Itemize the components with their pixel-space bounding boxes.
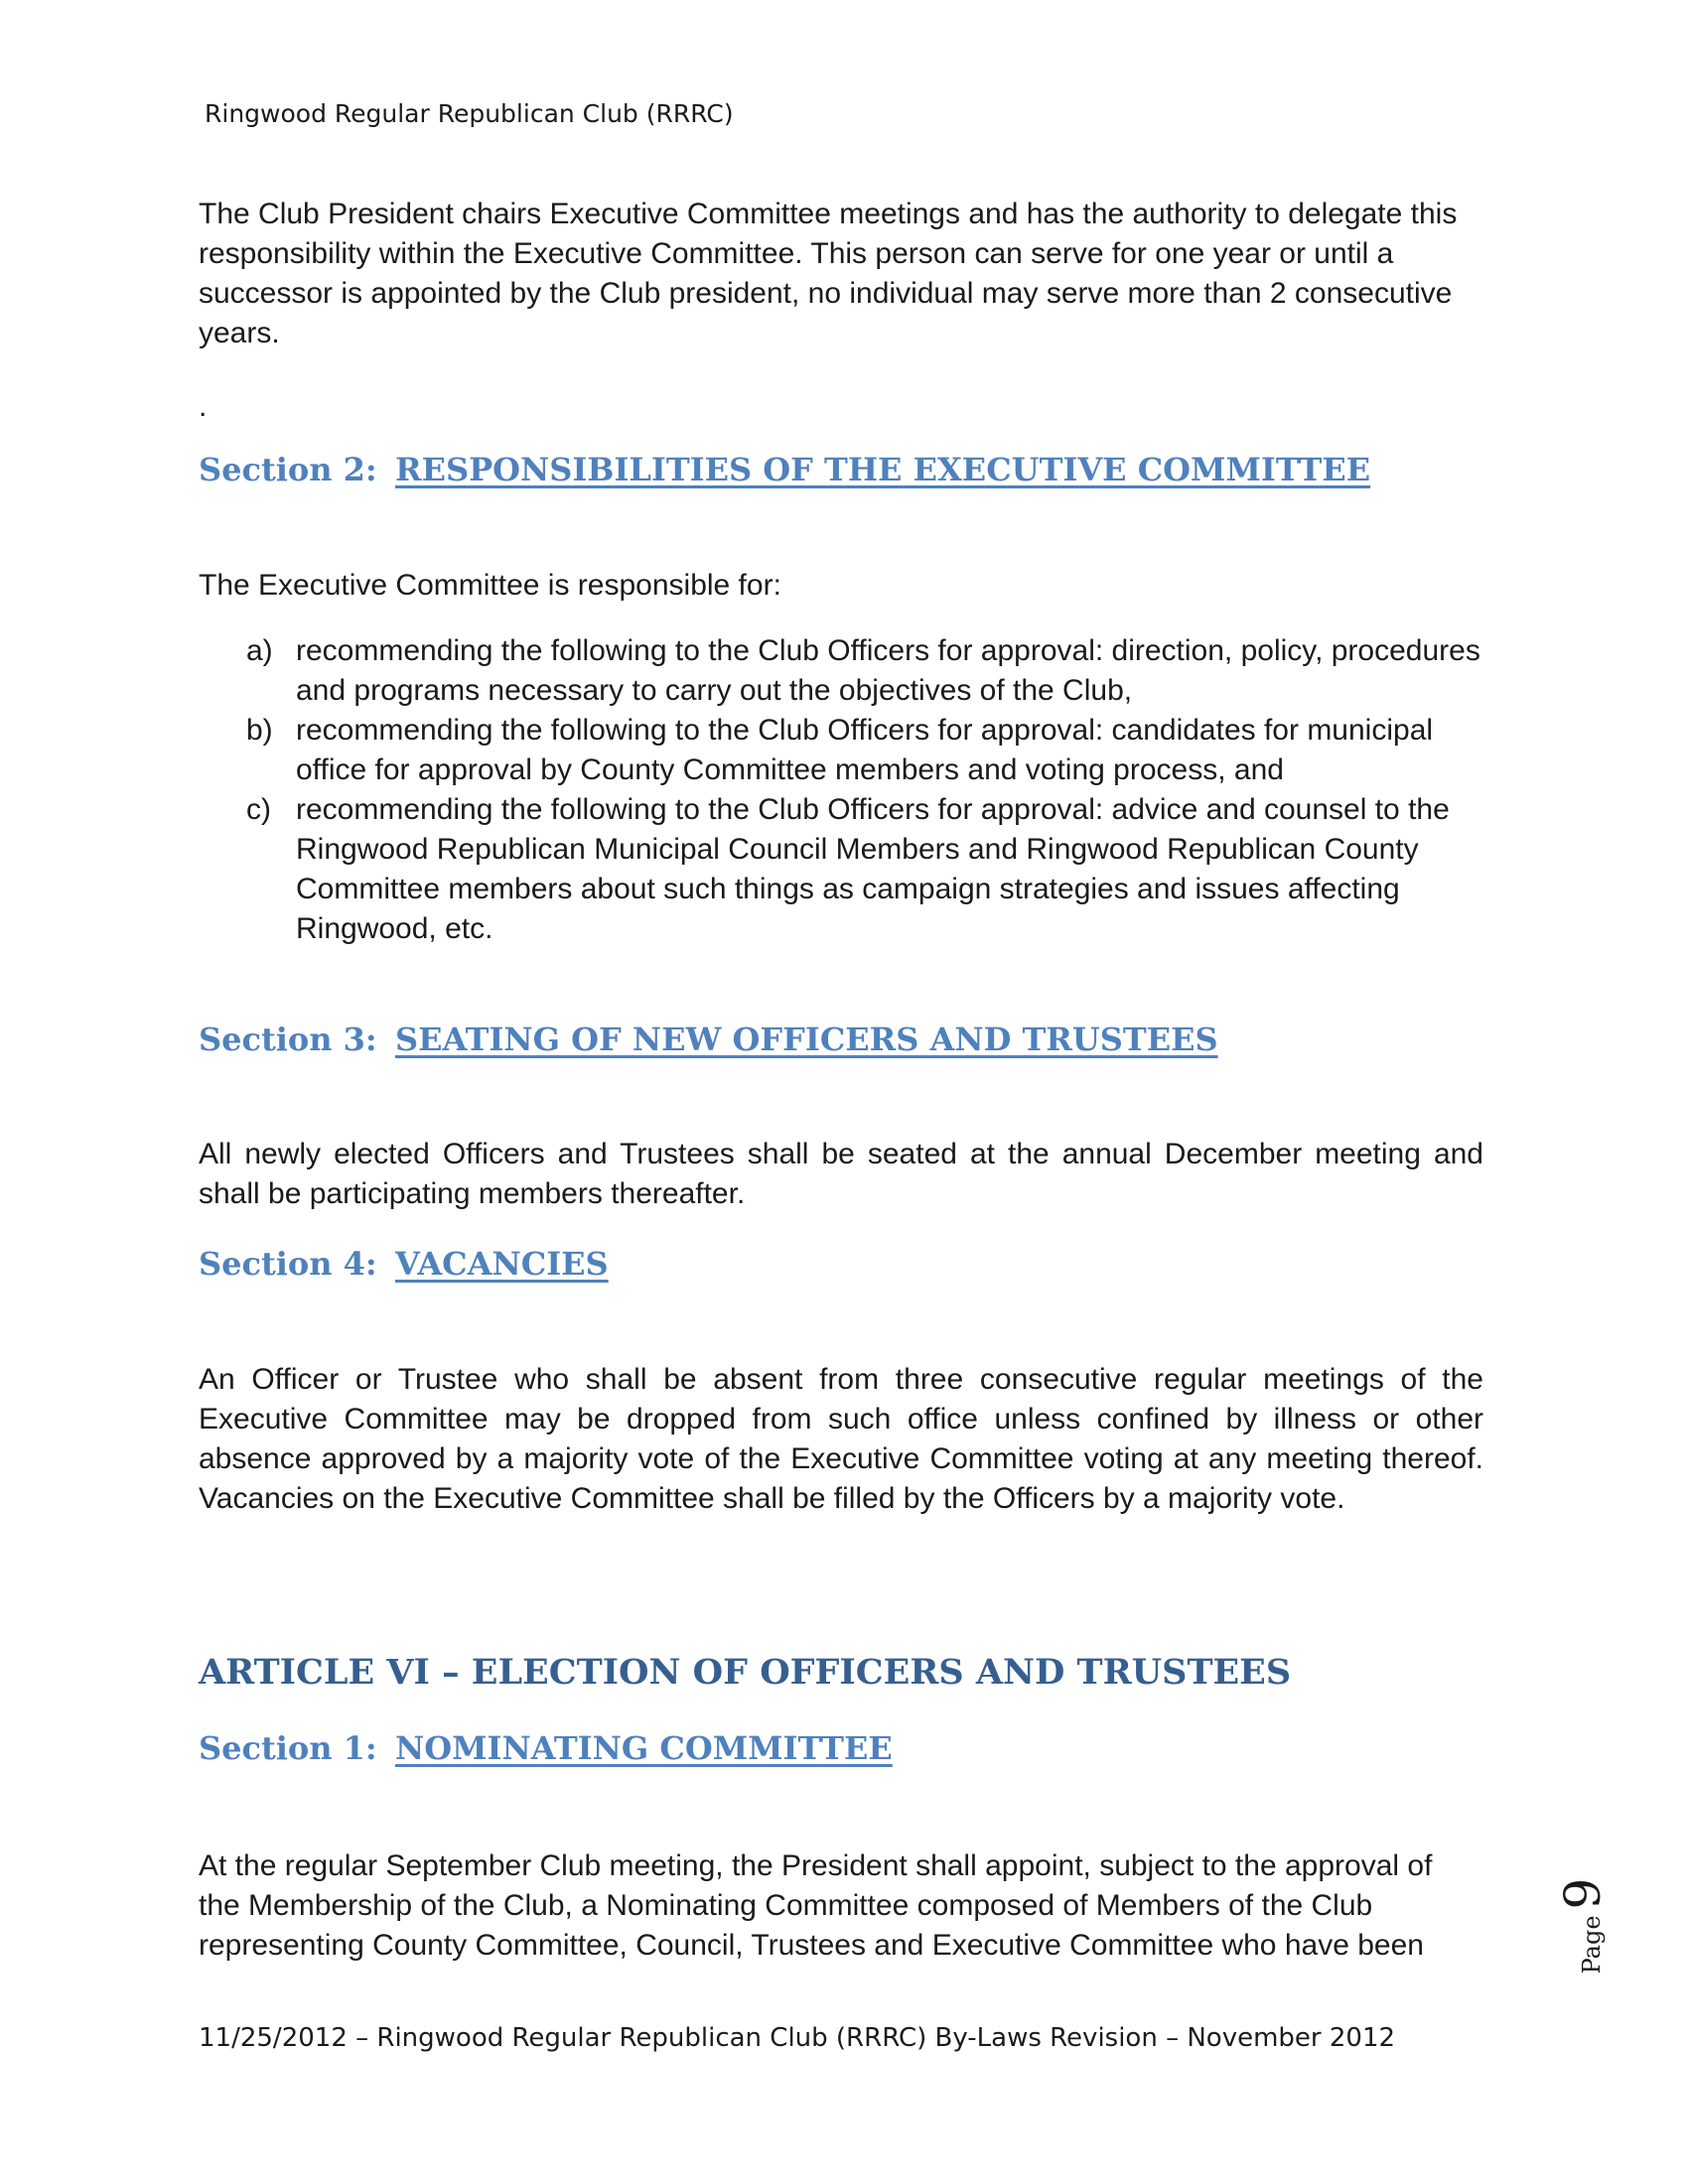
section-4-number: Section 4: xyxy=(199,1245,377,1283)
list-item xyxy=(246,790,1487,949)
article-6-section-1-body: At the regular September Club meeting, the President shall appoint, subject to the approval of the Membership of the Club, a Nominating Committee composed of Members of the Club representing County Committee, Council, Trustees and Executive Committee who have been xyxy=(199,1849,1433,1962)
page-word: Page xyxy=(1578,1915,1606,1975)
responsibilities-list xyxy=(246,631,1487,949)
running-header: Ringwood Regular Republican Club (RRRC) xyxy=(205,99,734,128)
section-2-heading xyxy=(199,451,1370,488)
section-3-heading xyxy=(199,1021,1218,1058)
list-marker: b) xyxy=(246,714,273,747)
section-2-number: Section 2: xyxy=(199,451,377,488)
section-2-title: RESPONSIBILITIES OF THE EXECUTIVE COMMITTEE xyxy=(395,451,1371,488)
list-item-text: recommending the following to the Club Officers for approval: direction, policy, procedures and programs necessary to carry out the objectives of the Club, xyxy=(296,634,1480,707)
article-6-section-1-heading xyxy=(199,1729,893,1767)
intro-paragraph: The Club President chairs Executive Committee meetings and has the authority to delegate this responsibility within the Executive Committee. This person can serve for one year or until a successor is appointed by the Club president, no individual may serve more than 2 consecutive years. xyxy=(199,198,1458,349)
section-4-body: An Officer or Trustee who shall be absent from three consecutive regular meetings of the Executive Committee may be dropped from such office unless confined by illness or other absence approved by a majority vote of the Executive Committee voting at any meeting thereof. Vacancies on the Executive Committee shall be filled by the Officers by a majority vote. xyxy=(199,1363,1483,1515)
page-number-value: 9 xyxy=(1554,1877,1612,1910)
stray-period: . xyxy=(199,390,208,423)
article-6-section-1-title: NOMINATING COMMITTEE xyxy=(395,1729,893,1767)
section-3-number: Section 3: xyxy=(199,1021,377,1058)
article-6-section-1-number: Section 1: xyxy=(199,1729,377,1767)
section-3-title: SEATING OF NEW OFFICERS AND TRUSTEES xyxy=(395,1021,1218,1058)
section-3-body: All newly elected Officers and Trustees shall be seated at the annual December meeting and shall be participating members thereafter. xyxy=(199,1138,1483,1210)
section-2-lead: The Executive Committee is responsible for: xyxy=(199,569,781,602)
list-item xyxy=(246,711,1487,790)
list-item-text: recommending the following to the Club Officers for approval: advice and counsel to the Ringwood Republican Municipal Council Members and Ringwood Republican County Committee members about such things as campaign strategies and issues affecting Ringwood, etc. xyxy=(296,793,1450,945)
section-4-heading xyxy=(199,1245,609,1283)
section-4-title: VACANCIES xyxy=(395,1245,609,1283)
page-number xyxy=(1554,1871,1643,1980)
article-6-heading: ARTICLE VI – ELECTION OF OFFICERS AND TRUSTEES xyxy=(199,1652,1292,1693)
list-marker: c) xyxy=(246,793,271,826)
list-marker: a) xyxy=(246,634,273,667)
list-item-text: recommending the following to the Club Officers for approval: candidates for municipal office for approval by County Committee members and voting process, and xyxy=(296,714,1434,786)
page-footer: 11/25/2012 – Ringwood Regular Republican Club (RRRC) By-Laws Revision – November 2012 xyxy=(199,2023,1396,2053)
list-item xyxy=(246,631,1487,711)
